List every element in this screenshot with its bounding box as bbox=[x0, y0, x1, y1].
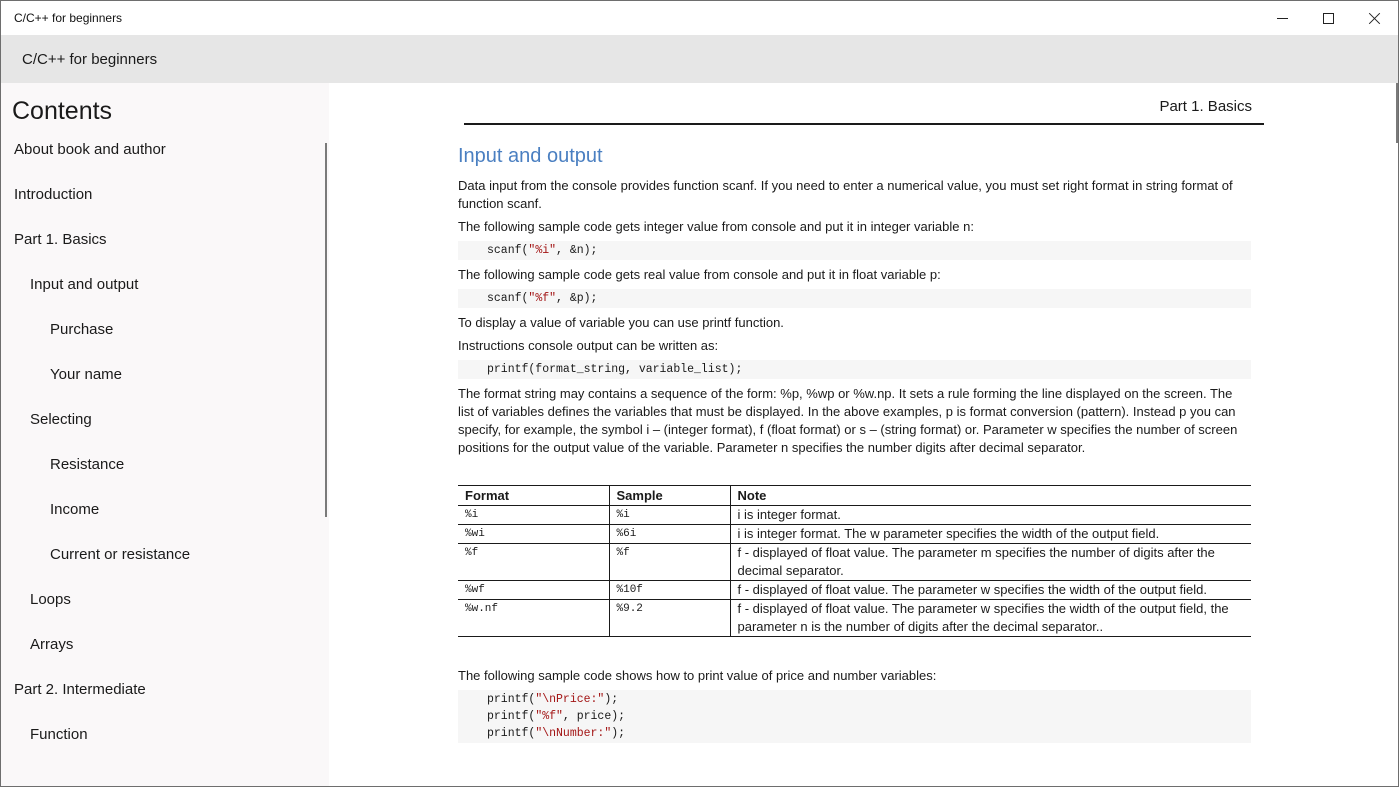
code-text: scanf( bbox=[487, 292, 529, 305]
code-string: "%i" bbox=[528, 244, 557, 257]
minimize-icon bbox=[1277, 18, 1288, 19]
table-row bbox=[458, 525, 1251, 544]
code-text: printf( bbox=[487, 710, 536, 723]
code-text: , &p); bbox=[556, 292, 598, 305]
sample-cell: %i bbox=[609, 506, 730, 525]
toc-item-resistance[interactable]: Resistance bbox=[50, 456, 125, 473]
code-text: ); bbox=[611, 727, 626, 740]
note-cell: f - displayed of float value. The parameter m specifies the number of digits after the decimal separator. bbox=[730, 544, 1251, 581]
code-string: "%f" bbox=[535, 710, 563, 723]
paragraph: Instructions console output can be written as: bbox=[458, 338, 719, 353]
format-cell: %i bbox=[458, 506, 609, 525]
toc-item-purchase[interactable]: Purchase bbox=[50, 321, 114, 338]
code-string: "\nPrice:" bbox=[535, 693, 605, 706]
note-cell: i is integer format. bbox=[730, 506, 1251, 525]
table-header-row bbox=[458, 486, 1251, 506]
document-body bbox=[458, 143, 1251, 749]
paragraph: The following sample code gets real value from console and put it in float variable p: bbox=[458, 267, 941, 282]
code-block-printf-example bbox=[458, 690, 1251, 743]
code-text: scanf( bbox=[487, 244, 529, 257]
app-header bbox=[1, 35, 1398, 83]
toc-item-arrays[interactable]: Arrays bbox=[30, 636, 74, 653]
format-table bbox=[458, 485, 1251, 637]
toc-item-about[interactable]: About book and author bbox=[14, 141, 166, 158]
code-block-printf-syntax: printf(format_string, variable_list); bbox=[458, 360, 1251, 379]
toc-item-current-or-resistance[interactable]: Current or resistance bbox=[50, 546, 191, 563]
paragraph: The format string may contains a sequence of the form: %p, %wp or %w.np. It sets a rule forming the line displayed on the screen. The list of variables defines the variables that must be displayed. In the above examples, p is format conversion (pattern). Instead p you can specify, for example, the symbol i – (integer format), f (float format) or s – (string format) or. Parameter w specifies the number of screen positions for the output value of the variable. Parameter n specifies the number digits after decimal separator. bbox=[458, 386, 1238, 455]
table-row bbox=[458, 581, 1251, 600]
code-string: "\nNumber:" bbox=[535, 727, 612, 740]
table-row bbox=[458, 506, 1251, 525]
note-cell: f - displayed of float value. The parameter w specifies the width of the output field, the parameter n is the number of digits after the decimal separator.. bbox=[730, 600, 1251, 637]
content-scrollbar[interactable] bbox=[1396, 83, 1398, 143]
reading-pane bbox=[329, 83, 1398, 786]
code-text: , price); bbox=[562, 710, 626, 723]
code-text: printf( bbox=[487, 693, 536, 706]
sample-cell: %9.2 bbox=[609, 600, 730, 637]
column-header-format: Format bbox=[458, 486, 609, 506]
code-text: printf( bbox=[487, 727, 536, 740]
sample-cell: %f bbox=[609, 544, 730, 581]
toc-item-your-name[interactable]: Your name bbox=[50, 366, 122, 383]
sample-cell: %6i bbox=[609, 525, 730, 544]
paragraph: To display a value of variable you can use printf function. bbox=[458, 315, 784, 330]
toc-item-part1-basics[interactable]: Part 1. Basics bbox=[14, 231, 107, 248]
section-heading: Input and output bbox=[458, 145, 603, 167]
close-button[interactable] bbox=[1351, 1, 1397, 35]
toc-item-income[interactable]: Income bbox=[50, 501, 100, 518]
paragraph: Data input from the console provides function scanf. If you need to enter a numerical value, you must set right format in string format of function scanf. bbox=[458, 178, 1233, 211]
paragraph: The following sample code shows how to print value of price and number variables: bbox=[458, 668, 937, 683]
column-header-note: Note bbox=[730, 486, 1251, 506]
app-title: C/C++ for beginners bbox=[22, 51, 158, 68]
toc-item-selecting[interactable]: Selecting bbox=[30, 411, 92, 428]
sidebar-scrollbar[interactable] bbox=[325, 143, 327, 517]
title-bar bbox=[1, 1, 1398, 35]
code-text: ); bbox=[604, 693, 619, 706]
contents-heading: Contents bbox=[12, 97, 113, 125]
toc-item-function[interactable]: Function bbox=[30, 726, 88, 743]
window-title: C/C++ for beginners bbox=[14, 11, 123, 25]
code-string: "%f" bbox=[528, 292, 557, 305]
table-row bbox=[458, 600, 1251, 637]
toc-item-loops[interactable]: Loops bbox=[30, 591, 71, 608]
format-cell: %f bbox=[458, 544, 609, 581]
maximize-icon bbox=[1323, 13, 1334, 24]
minimize-button[interactable] bbox=[1259, 1, 1305, 35]
toc-item-introduction[interactable]: Introduction bbox=[14, 186, 93, 203]
format-cell: %wf bbox=[458, 581, 609, 600]
contents-sidebar bbox=[1, 83, 329, 786]
code-block-scanf-float bbox=[458, 289, 1251, 308]
table-row bbox=[458, 544, 1251, 581]
toc-item-input-output[interactable]: Input and output bbox=[30, 276, 139, 293]
format-cell: %w.nf bbox=[458, 600, 609, 637]
note-cell: i is integer format. The w parameter specifies the width of the output field. bbox=[730, 525, 1251, 544]
code-block-scanf-int bbox=[458, 241, 1251, 260]
running-header: Part 1. Basics bbox=[1159, 98, 1252, 115]
paragraph: The following sample code gets integer value from console and put it in integer variable n: bbox=[458, 219, 974, 234]
close-icon bbox=[1368, 12, 1381, 25]
format-cell: %wi bbox=[458, 525, 609, 544]
column-header-sample: Sample bbox=[609, 486, 730, 506]
toc-item-part2-intermediate[interactable]: Part 2. Intermediate bbox=[14, 681, 146, 698]
code-text: , &n); bbox=[556, 244, 598, 257]
note-cell: f - displayed of float value. The parameter w specifies the width of the output field. bbox=[730, 581, 1251, 600]
sample-cell: %10f bbox=[609, 581, 730, 600]
maximize-button[interactable] bbox=[1305, 1, 1351, 35]
header-rule bbox=[464, 123, 1264, 125]
